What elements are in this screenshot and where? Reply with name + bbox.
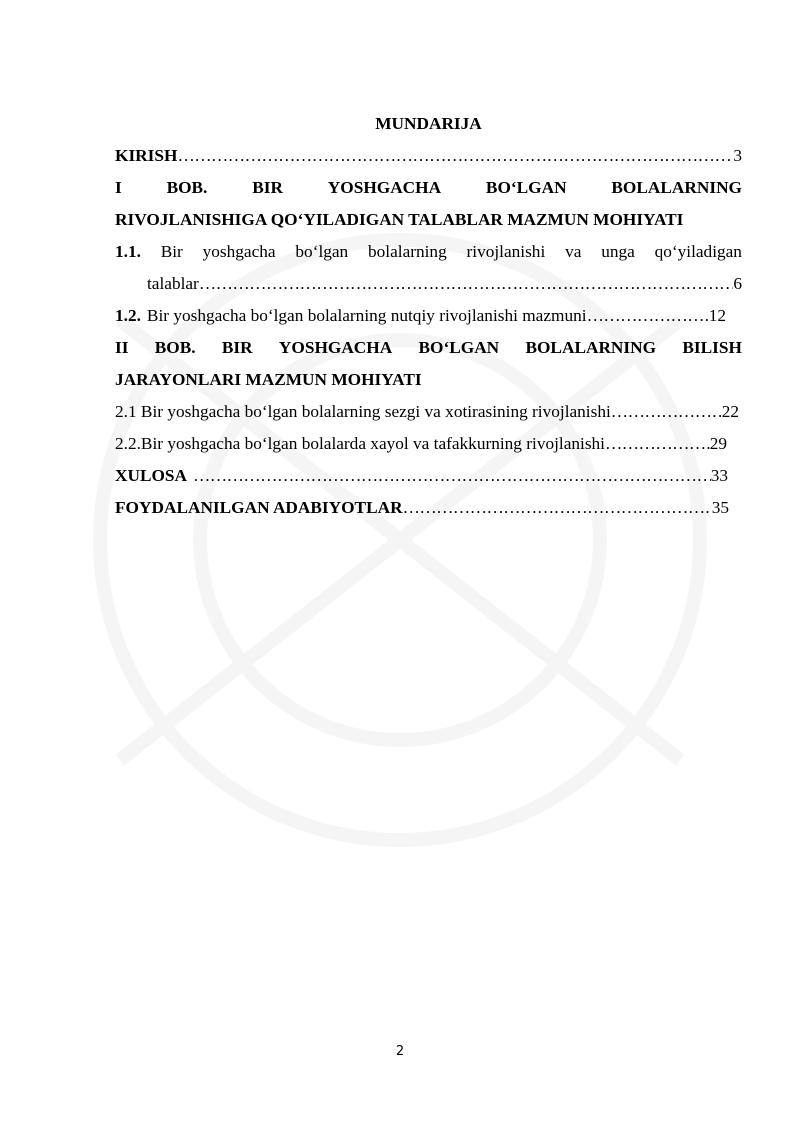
toc-section-number: 1.2. [115, 306, 141, 325]
dot-leader [605, 428, 710, 460]
table-of-contents [115, 108, 742, 524]
toc-word: unga [601, 242, 635, 261]
toc-title: MUNDARIJA [375, 114, 482, 133]
toc-page-number: 12 [708, 306, 726, 325]
toc-word: BOLALARNING [611, 178, 742, 197]
toc-entry-label: Bir yoshgacha bo‘lgan bolalarning nutqiy rivojlanishi mazmuni [146, 306, 587, 325]
toc-page-number: 22 [721, 402, 739, 421]
dot-leader [193, 460, 711, 492]
toc-entry-label: FOYDALANILGAN ADABIYOTLAR [115, 498, 403, 517]
toc-entry-label: 2.2.Bir yoshgacha bo‘lgan bolalarda xayol va tafakkurning rivojlanishi [115, 434, 605, 453]
toc-word: BO‘LGAN [485, 178, 567, 197]
dot-leader [199, 268, 734, 300]
dot-leader [403, 492, 712, 524]
toc-section-1-1-line-2[interactable] [115, 268, 742, 300]
toc-section-number: 1.1. [115, 242, 141, 261]
toc-entry-kirish[interactable] [115, 140, 742, 172]
toc-chapter-2-line-2[interactable] [115, 364, 742, 396]
toc-chapter-1-line-2[interactable] [115, 204, 742, 236]
toc-entry-label: talablar [147, 274, 199, 293]
toc-word: BOLALARNING [525, 338, 657, 357]
toc-page-number: 6 [733, 274, 742, 293]
dot-leader [611, 396, 722, 428]
toc-entry-label: XULOSA [115, 466, 188, 485]
toc-entry-label: KIRISH [115, 146, 178, 165]
toc-entry-label: 2.1 Bir yoshgacha bo‘lgan bolalarning sezgi va xotirasining rivojlanishi [115, 402, 611, 421]
toc-chapter-title: RIVOJLANISHIGA QO‘YILADIGAN TALABLAR MAZMUN MOHIYATI [115, 210, 684, 229]
toc-word: BOB. [154, 338, 196, 357]
toc-page-number: 35 [711, 498, 729, 517]
toc-word: BOB. [166, 178, 208, 197]
toc-section-1-1-line-1[interactable] [115, 236, 742, 268]
toc-word: BIR [252, 178, 283, 197]
toc-word: Bir [160, 242, 183, 261]
dot-leader [587, 300, 709, 332]
toc-chapter-2-line-1[interactable] [115, 332, 742, 364]
toc-word: bo‘lgan [295, 242, 349, 261]
toc-word: I [115, 178, 122, 197]
toc-section-2-1[interactable] [115, 396, 739, 428]
toc-entry-xulosa[interactable] [115, 460, 728, 492]
toc-section-1-2[interactable] [115, 300, 726, 332]
toc-word: rivojlanishi [466, 242, 546, 261]
page-number: 2 [395, 1044, 405, 1059]
toc-chapter-title: JARAYONLARI MAZMUN MOHIYATI [115, 370, 422, 389]
toc-chapter-1-line-1[interactable] [115, 172, 742, 204]
toc-word: BO‘LGAN [418, 338, 500, 357]
toc-word: BILISH [682, 338, 742, 357]
dot-leader [177, 140, 733, 172]
toc-word: BIR [221, 338, 253, 357]
toc-word: qo‘yiladigan [654, 242, 742, 261]
toc-section-2-2[interactable] [115, 428, 727, 460]
toc-page-number: 3 [733, 146, 742, 165]
toc-word: II [115, 338, 129, 357]
toc-page-number: 29 [709, 434, 727, 453]
toc-word: yoshgacha [202, 242, 276, 261]
toc-word: bolalarning [368, 242, 447, 261]
toc-word: va [565, 242, 582, 261]
toc-word: YOSHGACHA [327, 178, 442, 197]
toc-page-number: 33 [710, 466, 728, 485]
toc-word: YOSHGACHA [278, 338, 393, 357]
toc-entry-adabiyotlar[interactable] [115, 492, 729, 524]
